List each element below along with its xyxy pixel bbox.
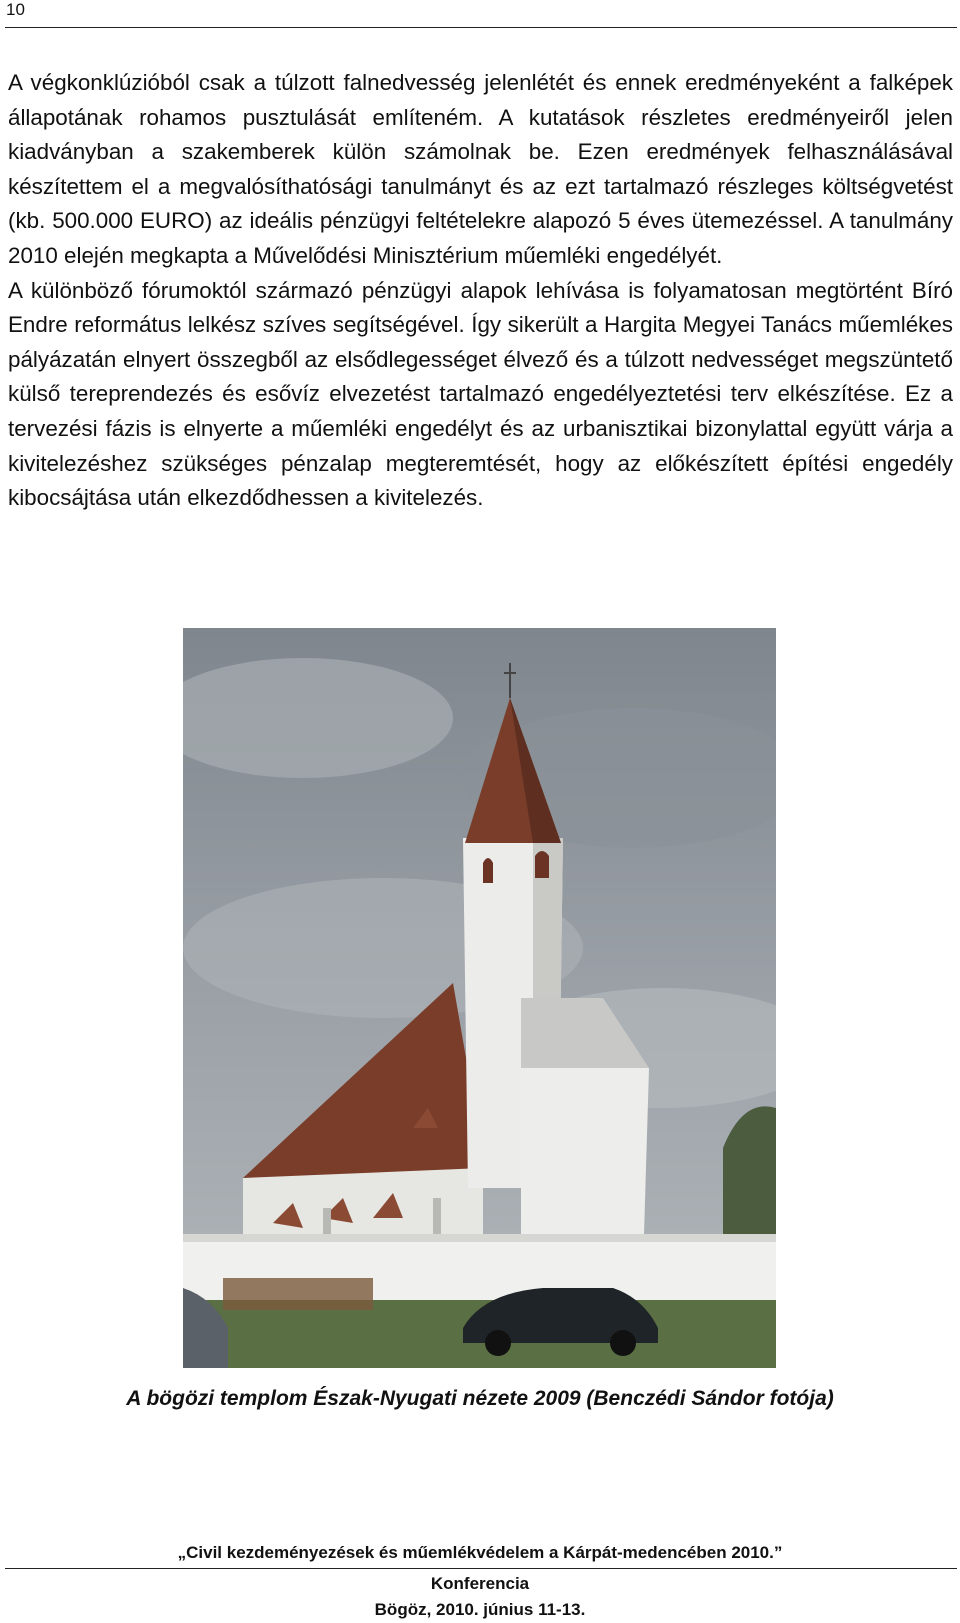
footer-event: Konferencia <box>430 1574 530 1593</box>
footer-title: „Civil kezdeményezések és műemlékvédelem a Kárpát-medencében 2010.” <box>177 1543 783 1562</box>
nave-window <box>433 1198 441 1238</box>
fence <box>223 1278 373 1310</box>
footer-date: Bögöz, 2010. június 11-13. <box>374 1600 586 1619</box>
figure-caption: A bögözi templom Észak-Nyugati nézete 2009 (Benczédi Sándor fotója) <box>126 1387 834 1410</box>
paragraph-2: A különböző fórumoktól származó pénzügyi alapok lehívása is folyamatosan megtörtént Bíró Endre református lelkész szíves segítségével. Így sikerült a Hargita Megyei Tanács műemlékes pályázatán elnyert összegből az elsődlegességet élvező és a túlzott nedvességet megszüntető külső tereprendezés és esővíz elvezetést tartalmazó engedélyeztetési terv elkészítése. Ez a tervezési fázis is elnyerte a műemléki engedélyt és az urbanisztikai bizonylattal együtt várja a kivitelezéshez szükséges pénzalap megteremtését, hogy az előkészített építési engedély kibocsájtása után elkezdődhessen a kivitelezés. <box>8 277 953 511</box>
footer-rule <box>5 1568 957 1569</box>
church-photo <box>183 628 776 1368</box>
tower-window <box>535 851 549 878</box>
body-text <box>8 66 953 516</box>
tower-window <box>483 858 493 883</box>
page-number: 10 <box>6 0 25 19</box>
paragraph-1: A végkonklúzióból csak a túlzott falnedvesség jelenlétét és ennek eredményeként a falképek állapotának rohamos pusztulását említeném. A kutatások részletes eredményeiről jelen kiadványban a szakemberek külön számolnak be. Ezen eredmények felhasználásával készítettem el a megvalósíthatósági tanulmányt és az ezt tartalmazó részleges költségvetést (kb. 500.000 EURO) az ideális pénzügyi feltételekre alapozó 5 éves ütemezéssel. A tanulmány 2010 elején megkapta a Művelődési Minisztérium műemléki engedélyét. <box>8 70 953 268</box>
header-rule <box>5 27 957 28</box>
church-photo-illustration <box>183 628 776 1368</box>
wall-top <box>183 1234 776 1242</box>
car-wheel <box>485 1330 511 1356</box>
car-wheel <box>610 1330 636 1356</box>
